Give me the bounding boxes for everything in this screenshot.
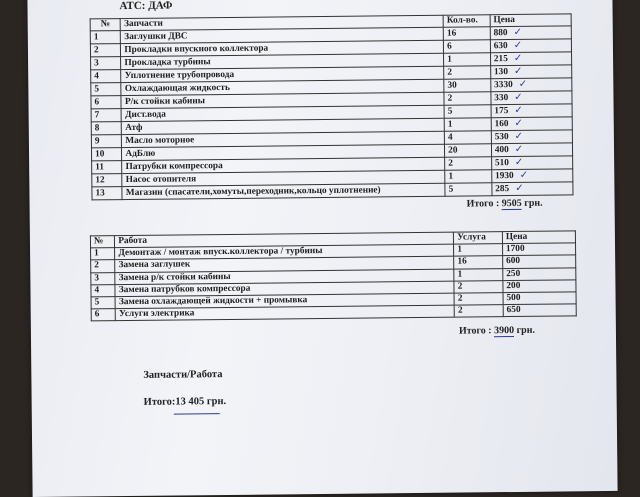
col-price: Цена xyxy=(502,231,575,244)
check-mark-icon: ✓ xyxy=(513,66,523,78)
row-num: 4 xyxy=(91,70,122,83)
row-num: 9 xyxy=(91,135,122,148)
price-value: 3330 xyxy=(494,80,513,91)
row-num: 11 xyxy=(92,161,123,174)
row-num: 3 xyxy=(91,57,122,70)
row-price xyxy=(490,65,571,79)
check-mark-icon: ✓ xyxy=(514,118,523,130)
work-total-value: 3900 xyxy=(494,324,515,337)
price-value: 175 xyxy=(494,106,509,117)
row-qty: 2 xyxy=(454,305,503,318)
row-num: 5 xyxy=(91,83,122,96)
row-price xyxy=(490,26,571,40)
summary-label: Запчасти/Работа xyxy=(143,369,223,381)
parts-total-prefix: Итого : xyxy=(466,198,502,210)
summary-total: Итого:13 405 грн. xyxy=(143,396,227,408)
row-num: 13 xyxy=(92,187,123,200)
row-qty: 1 xyxy=(445,170,492,183)
row-qty: 2 xyxy=(445,157,492,170)
row-num: 2 xyxy=(91,260,115,272)
work-total-suffix: грн. xyxy=(514,324,536,336)
check-mark-icon: ✓ xyxy=(514,92,523,104)
row-price xyxy=(491,156,572,170)
row-price xyxy=(503,304,576,317)
row-num: 1 xyxy=(90,31,121,44)
price-value: 600 xyxy=(506,256,521,267)
work-total-prefix: Итого : xyxy=(458,325,495,337)
row-item: Магазин (спасатели,хомуты,переходник,кольцо уплотнение) xyxy=(122,183,445,199)
row-item: Прокладки впускного коллектора xyxy=(121,40,444,56)
parts-total-value: 9505 xyxy=(501,197,522,210)
row-qty: 20 xyxy=(445,144,492,157)
summary-underline xyxy=(174,413,220,414)
row-item: Уплотнение трубопровода xyxy=(121,66,444,82)
row-qty: 1 xyxy=(454,244,503,257)
row-item: Атф xyxy=(122,118,445,134)
price-value: 1930 xyxy=(495,171,514,182)
price-value: 285 xyxy=(495,184,510,195)
row-qty: 16 xyxy=(443,27,490,40)
row-price xyxy=(503,267,576,280)
col-parts: Запчасти xyxy=(121,15,444,31)
row-qty: 5 xyxy=(445,183,492,196)
check-mark-icon: ✓ xyxy=(515,183,524,195)
price-value: 880 xyxy=(493,28,508,39)
row-price xyxy=(491,91,572,105)
row-num: 7 xyxy=(91,109,122,122)
row-price xyxy=(491,143,572,157)
price-value: 1700 xyxy=(505,244,525,255)
work-total xyxy=(459,325,535,337)
row-item: Прокладка турбины xyxy=(121,53,444,69)
parts-table xyxy=(90,13,574,200)
row-num: 10 xyxy=(91,148,122,161)
row-qty: 1 xyxy=(444,53,491,66)
check-mark-icon: ✓ xyxy=(513,27,522,39)
row-item: Замена р/к стойки кабины xyxy=(115,269,454,285)
row-price xyxy=(492,182,573,196)
row-item: Насос отопителя xyxy=(122,170,445,186)
row-num: 5 xyxy=(91,297,115,309)
row-item: Услуги электрика xyxy=(116,305,455,321)
check-mark-icon: ✓ xyxy=(514,131,524,143)
row-price xyxy=(491,104,572,118)
row-price xyxy=(491,78,572,92)
row-num: 1 xyxy=(91,248,115,260)
row-num: 3 xyxy=(91,272,115,284)
price-value: 530 xyxy=(494,132,509,143)
row-qty: 1 xyxy=(444,118,491,131)
price-value: 160 xyxy=(494,119,509,130)
check-mark-icon: ✓ xyxy=(513,53,523,65)
price-value: 200 xyxy=(506,280,521,291)
row-qty: 6 xyxy=(443,40,490,53)
price-value: 500 xyxy=(506,292,521,304)
price-value: 400 xyxy=(494,145,509,156)
row-price xyxy=(490,52,571,66)
row-item: Замена охлаждающей жидкости + промывка xyxy=(115,293,454,309)
row-qty: 4 xyxy=(444,131,491,144)
row-item: Заглушки ДВС xyxy=(121,27,444,43)
row-price xyxy=(491,130,572,144)
row-price xyxy=(503,280,576,293)
paper-sheet xyxy=(27,0,617,497)
row-item: Охлаждающая жидкость xyxy=(121,79,444,95)
col-price: Цена xyxy=(490,14,571,27)
row-num: 12 xyxy=(92,174,123,187)
price-value: 650 xyxy=(506,305,521,316)
row-qty: 2 xyxy=(444,92,491,105)
price-value: 130 xyxy=(493,67,509,78)
row-price xyxy=(503,255,576,268)
row-price xyxy=(503,292,576,305)
row-item: Демонтаж / монтаж впуск.коллектора / турбины xyxy=(115,244,454,260)
price-value: 510 xyxy=(494,158,509,169)
price-value: 250 xyxy=(506,268,521,279)
check-mark-icon: ✓ xyxy=(513,40,523,52)
price-value: 630 xyxy=(493,41,508,52)
col-service: Услуга xyxy=(454,232,503,245)
row-item: Масло моторное xyxy=(122,131,445,147)
row-item: Замена патрубков компрессора xyxy=(115,281,454,297)
row-item: АдБлю xyxy=(122,144,445,160)
row-qty: 16 xyxy=(454,256,503,269)
parts-total-suffix: грн. xyxy=(521,197,543,209)
row-num: 2 xyxy=(90,44,121,57)
row-price xyxy=(490,39,571,53)
row-price xyxy=(491,117,572,131)
row-qty: 2 xyxy=(444,66,491,79)
check-mark-icon: ✓ xyxy=(519,170,529,182)
work-table xyxy=(90,230,577,321)
row-item: Замена заглушек xyxy=(115,256,454,272)
row-num: 8 xyxy=(91,122,122,135)
ats-header: АТС: ДАФ xyxy=(119,0,173,13)
row-qty: 2 xyxy=(454,293,503,306)
col-qty: Кол-во. xyxy=(443,15,490,28)
col-work: Работа xyxy=(115,232,454,248)
row-qty: 5 xyxy=(444,105,491,118)
parts-total xyxy=(467,198,543,210)
row-qty: 1 xyxy=(454,268,503,281)
row-item: Дист.вода xyxy=(122,105,445,121)
row-num: 6 xyxy=(91,96,122,109)
row-item: Р/к стойки кабины xyxy=(121,92,444,108)
row-item: Патрубки компрессора xyxy=(122,157,445,173)
row-num: 6 xyxy=(91,309,115,321)
check-mark-icon: ✓ xyxy=(514,157,524,169)
check-mark-icon: ✓ xyxy=(514,105,523,117)
row-num: 4 xyxy=(91,284,115,296)
row-price xyxy=(492,169,573,183)
row-qty: 30 xyxy=(444,79,491,92)
price-value: 215 xyxy=(493,54,508,65)
price-value: 330 xyxy=(494,93,509,104)
col-num: № xyxy=(90,19,121,32)
col-num: № xyxy=(90,236,114,248)
row-qty: 2 xyxy=(454,280,503,293)
check-mark-icon: ✓ xyxy=(514,144,524,156)
check-mark-icon: ✓ xyxy=(518,79,528,91)
row-price xyxy=(502,243,575,256)
